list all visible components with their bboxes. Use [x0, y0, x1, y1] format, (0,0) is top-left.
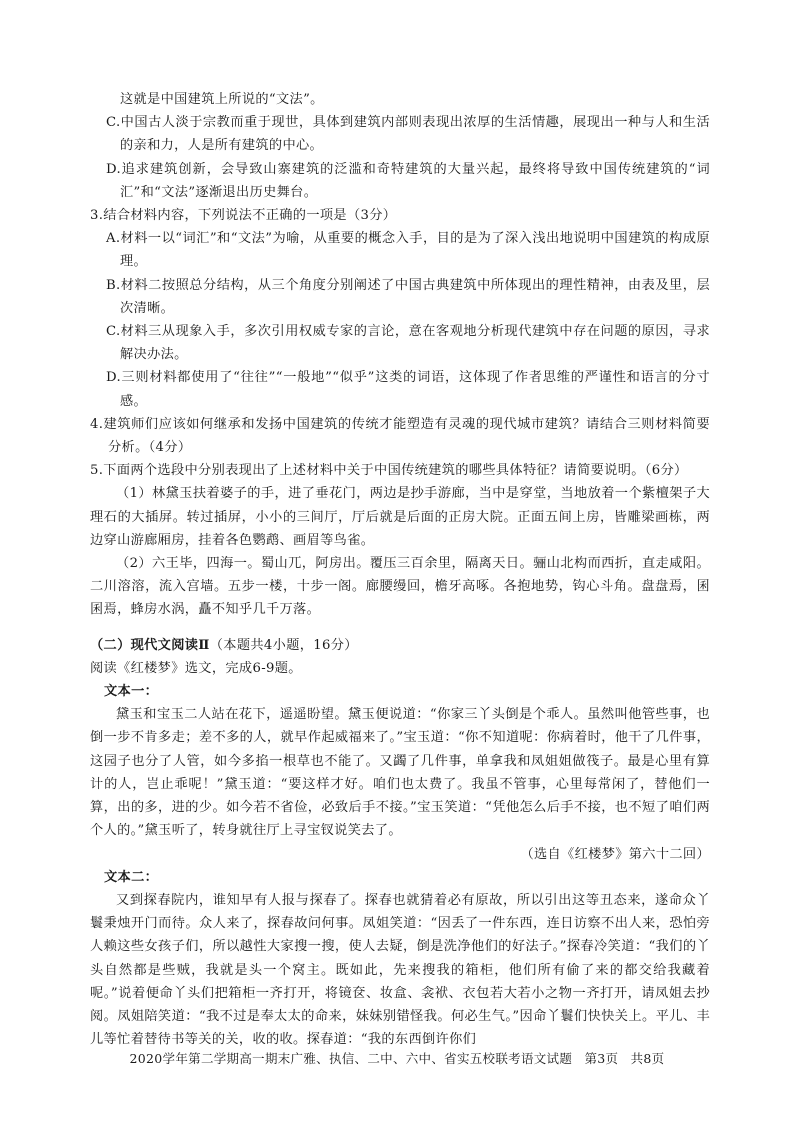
- question-item: 3.结合材料内容，下列说法不正确的一项是（3分）: [90, 208, 397, 224]
- page-footer: [0, 1049, 794, 1067]
- text1-title: 文本一：: [104, 684, 159, 700]
- option-item: D.三则材料都使用了“往往”“一般地”“似乎”这类的词语，这体现了作者思维的严谨性和语言的分寸感。: [106, 370, 710, 409]
- question-item: 5.下面两个选段中分别表现出了上述材料中关于中国传统建筑的哪些具体特征？请简要说明。（6分）: [90, 463, 688, 479]
- footer-total-pages: 共8页: [630, 1051, 665, 1066]
- option-item: 这就是中国建筑上所说的“文法”。: [120, 92, 324, 107]
- text1-source: （选自《红楼梦》第六十二回）: [520, 846, 710, 862]
- option-item: C.材料三从现象入手，多次引用权威专家的言论，意在客观地分析现代建筑中存在问题的原因，寻求解决办法。: [106, 324, 710, 363]
- footer-page-number: 第3页: [584, 1051, 619, 1066]
- excerpt-paragraph: （2）六王毕，四海一。蜀山兀，阿房出。覆压三百余里，隔离天日。骊山北构而西折，直走咸阳。二川溶溶，流入宫墙。五步一楼，十步一阁。廊腰缦回，檐牙高啄。各抱地势，钩心斗角。盘盘焉，囷囷焉，蜂房水涡，矗不知乎几千万落。: [90, 556, 710, 618]
- section-title: （二）现代文阅读Ⅱ: [90, 637, 210, 653]
- question-block: [90, 88, 710, 622]
- excerpt-paragraph: （1）林黛玉扶着婆子的手，进了垂花门，两边是抄手游廊，当中是穿堂，当地放着一个紫檀架子大理石的大插屏。转过插屏，小小的三间厅，厅后就是后面的正房大院。正面五间上房，皆雕梁画栋，两边穿山游廊厢房，挂着各色鹦鹉、画眉等鸟雀。: [90, 486, 710, 548]
- option-item: B.材料二按照总分结构，从三个角度分别阐述了中国古典建筑中所体现出的理性精神，由表及里，层次清晰。: [106, 277, 710, 316]
- page-content: [90, 88, 710, 1051]
- text2-title: 文本二：: [104, 869, 159, 885]
- section-instruction: 阅读《红楼梦》选文，完成6-9题。: [90, 660, 302, 676]
- section-heading: [90, 634, 710, 657]
- option-item: C.中国古人淡于宗教而重于现世，具体到建筑内部则表现出浓厚的生活情趣，展现出一种与人和生活的亲和力，人是所有建筑的中心。: [106, 115, 710, 154]
- question-item: 4.建筑师们应该如何继承和发扬中国建筑的传统才能塑造有灵魂的现代城市建筑？请结合三则材料简要分析。（4分）: [90, 416, 710, 456]
- section-note: （本题共4小题，16分）: [209, 637, 358, 653]
- option-item: D.追求建筑创新，会导致山寨建筑的泛滥和奇特建筑的大量兴起，最终将导致中国传统建筑的“词汇”和“文法”逐渐退出历史舞台。: [106, 161, 710, 200]
- text1-body: 黛玉和宝玉二人站在花下，遥遥盼望。黛玉便说道：“你家三丫头倒是个乖人。虽然叫他管些事，也倒一步不肯多走；差不多的人，就早作起威福来了。”宝玉道：“你不知道呢：你病着时，他干了几件事，这园子也分了人管，如今多掐一根草也不能了。又蠲了几件事，单拿我和凤姐姐做筏子。最是心里有算计的人，岂止乖呢！”黛玉道：“要这样才好。咱们也太费了。我虽不管事，心里每常闲了，替他们一算，出的多，进的少。如今若不省俭，必致后手不接。”宝玉笑道：“凭他怎么后手不接，也不短了咱们两个人的。”黛玉听了，转身就往厅上寻宝钗说笑去了。: [90, 707, 710, 839]
- footer-title: 2020学年第二学期高一期末广雅、执信、二中、六中、省实五校联考语文试题: [129, 1051, 573, 1066]
- option-item: A.材料一以“词汇”和“文法”为喻，从重要的概念入手，目的是为了深入浅出地说明中国建筑的构成原理。: [106, 231, 710, 270]
- text2-body: 又到探春院内，谁知早有人报与探春了。探春也就猜着必有原故，所以引出这等丑态来，遂命众丫鬟秉烛开门而待。众人来了，探春故问何事。凤姐笑道：“因丢了一件东西，连日访察不出人来，恐怕旁人赖这些女孩子们，所以越性大家搜一搜，使人去疑，倒是洗净他们的好法子。”探春冷笑道：“我们的丫头自然都是些贼，我就是头一个窝主。既如此，先来搜我的箱柜，他们所有偷了来的都交给我藏着呢。”说着便命丫头们把箱柜一齐打开，将镜奁、妆盒、衾袱、衣包若大若小之物一齐打开，请凤姐去抄阅。凤姐陪笑道：“我不过是奉太太的命来，妹妹别错怪我。何必生气。”因命丫鬟们快快关上。平儿、丰儿等忙着替待书等关的关，收的收。探春道：“我的东西倒许你们: [90, 892, 710, 1048]
